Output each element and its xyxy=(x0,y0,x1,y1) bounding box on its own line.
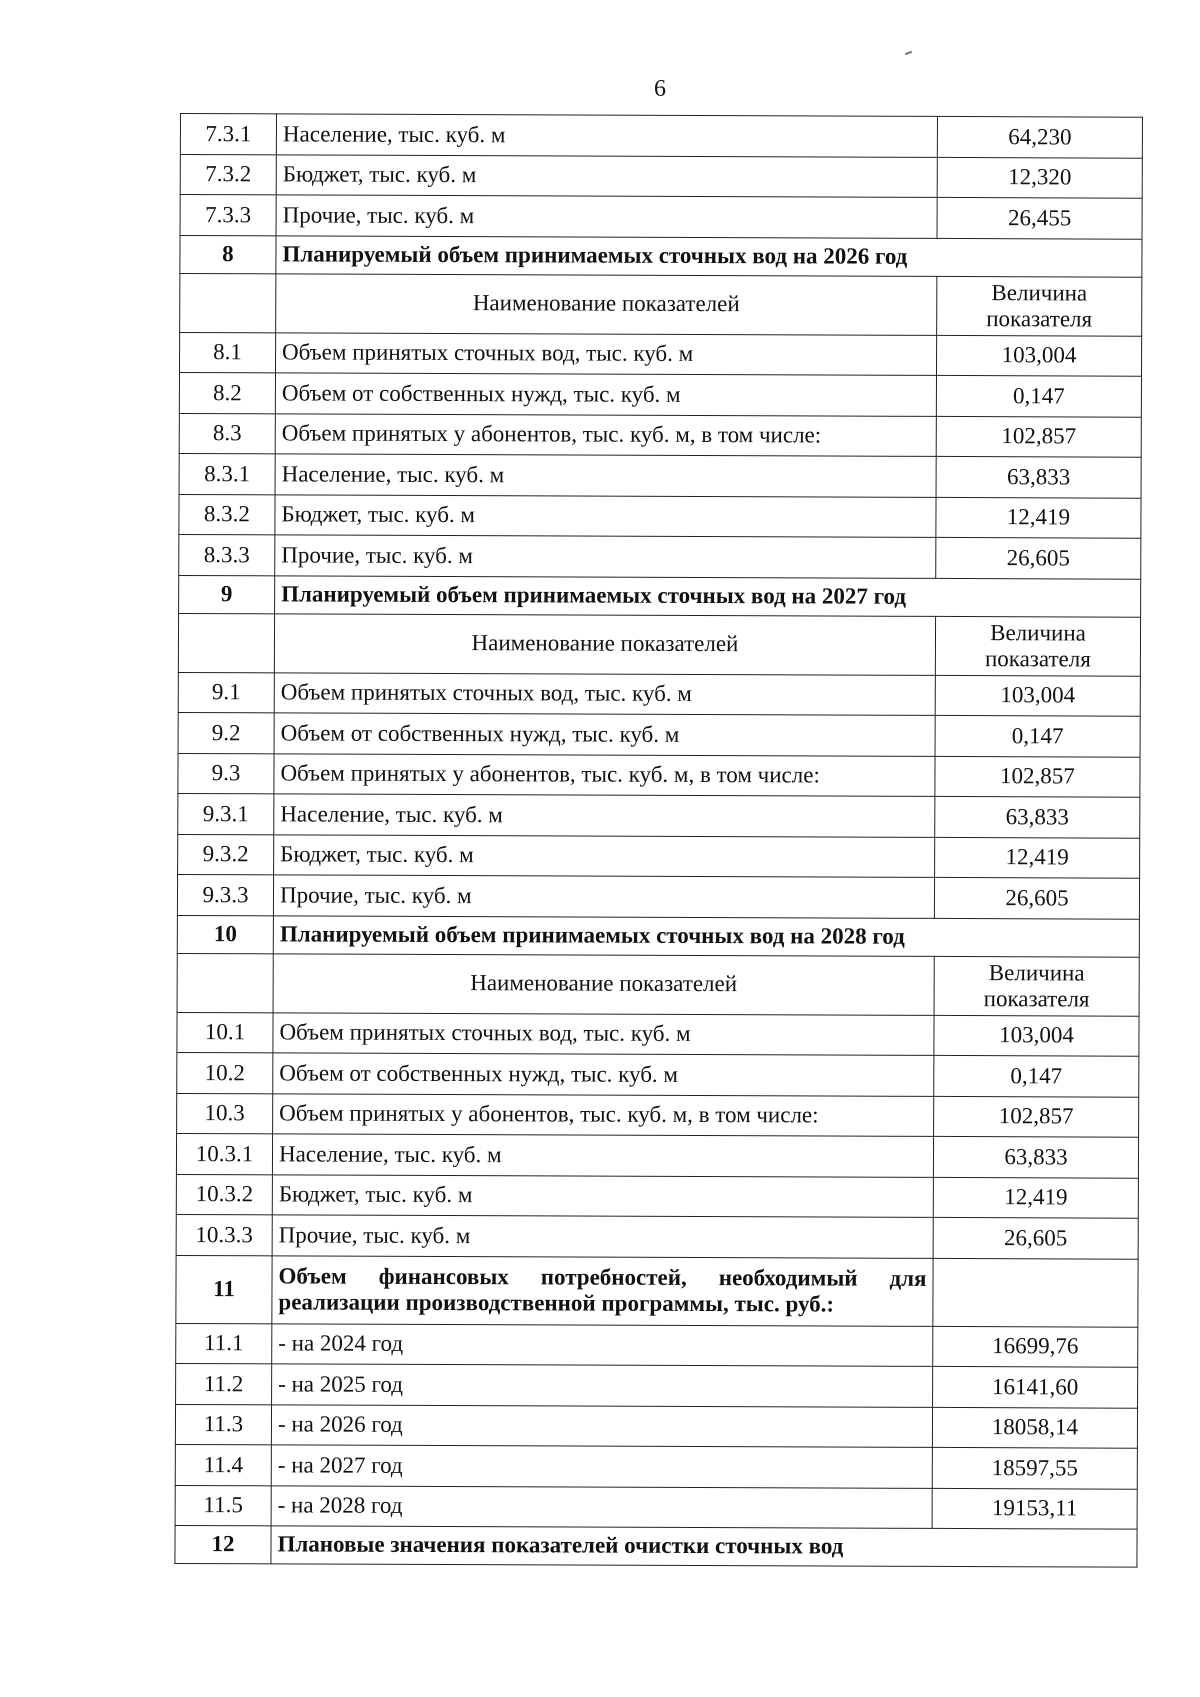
section-title: Плановые значения показателей очистки сточных вод xyxy=(271,1526,1137,1567)
table-row xyxy=(178,712,1140,756)
table-row xyxy=(175,1404,1137,1448)
row-number: 9.3.2 xyxy=(178,834,274,875)
table-row xyxy=(176,1363,1138,1407)
row-value: 12,419 xyxy=(936,497,1141,538)
section-number: 8 xyxy=(180,235,276,273)
row-name: Бюджет, тыс. куб. м xyxy=(272,1174,933,1217)
row-value: 12,419 xyxy=(933,1177,1138,1218)
row-value: 0,147 xyxy=(934,1055,1139,1096)
row-number: 9.2 xyxy=(178,712,274,753)
row-number: 11.2 xyxy=(176,1363,272,1404)
table-row xyxy=(175,1485,1137,1529)
row-value: 0,147 xyxy=(935,715,1140,756)
row-value: 102,857 xyxy=(936,416,1141,457)
row-name: Прочие, тыс. куб. м xyxy=(272,1215,933,1258)
section-number: 10 xyxy=(177,915,273,953)
header-value: Величина показателя xyxy=(934,956,1139,1016)
row-value: 102,857 xyxy=(935,756,1140,797)
row-number: 9.3.1 xyxy=(178,793,274,834)
row-value: 0,147 xyxy=(936,375,1141,416)
row-value: 26,455 xyxy=(937,197,1142,238)
section-row xyxy=(179,575,1141,617)
row-name: Объем принятых сточных вод, тыс. куб. м xyxy=(274,672,935,715)
table-row xyxy=(176,1174,1138,1218)
header-value: Величина показателя xyxy=(935,616,1140,676)
section-title: Планируемый объем принимаемых сточных вод на 2027 год xyxy=(275,575,1141,616)
row-value: 103,004 xyxy=(936,335,1141,376)
row-name: - на 2025 год xyxy=(272,1364,933,1407)
row-value: 102,857 xyxy=(934,1096,1139,1137)
table-row xyxy=(178,753,1140,797)
table-row xyxy=(180,195,1142,239)
row-value: 103,004 xyxy=(934,1015,1139,1056)
row-name: Население, тыс. куб. м xyxy=(274,794,935,837)
section-number: 11 xyxy=(176,1255,272,1323)
header-value: Величина показателя xyxy=(937,276,1142,336)
row-name: Объем от собственных нужд, тыс. куб. м xyxy=(274,713,935,756)
row-value: 16141,60 xyxy=(933,1366,1138,1407)
row-number: 8.3.3 xyxy=(179,534,275,575)
header-empty-cell xyxy=(180,273,276,332)
row-name: Объем принятых сточных вод, тыс. куб. м xyxy=(276,332,937,375)
row-number: 11.3 xyxy=(175,1404,271,1445)
row-number: 10.1 xyxy=(177,1012,273,1053)
section-row xyxy=(180,235,1142,277)
row-name: Бюджет, тыс. куб. м xyxy=(275,494,936,537)
row-value: 18058,14 xyxy=(932,1407,1137,1448)
row-value: 63,833 xyxy=(935,796,1140,837)
table-row xyxy=(179,494,1141,538)
row-name: Прочие, тыс. куб. м xyxy=(273,875,934,918)
row-number: 10.3.2 xyxy=(176,1174,272,1215)
table-row xyxy=(178,672,1140,716)
row-number: 10.3.3 xyxy=(176,1214,272,1255)
header-empty-cell xyxy=(177,953,273,1012)
row-value: 63,833 xyxy=(936,456,1141,497)
table-row xyxy=(180,154,1142,198)
row-name: Население, тыс. куб. м xyxy=(272,1134,933,1177)
table-row xyxy=(177,1093,1139,1137)
section-title: Объем финансовых потребностей, необходимый для реализации производственной программы, тыс. руб.: xyxy=(272,1255,933,1326)
table-row xyxy=(177,1012,1139,1056)
row-number: 8.3.1 xyxy=(179,453,275,494)
row-number: 7.3.3 xyxy=(180,195,276,236)
section-title: Планируемый объем принимаемых сточных вод на 2026 год xyxy=(276,235,1142,276)
row-number: 11.4 xyxy=(175,1444,271,1485)
row-value: 12,419 xyxy=(935,837,1140,878)
row-value: 26,605 xyxy=(934,877,1139,918)
column-header-row xyxy=(178,613,1140,676)
section-number: 12 xyxy=(175,1525,271,1563)
row-name: Объем принятых у абонентов, тыс. куб. м, в том числе: xyxy=(274,753,935,796)
row-number: 8.1 xyxy=(180,332,276,373)
row-number: 7.3.2 xyxy=(180,154,276,195)
row-number: 11.1 xyxy=(176,1323,272,1364)
table-row xyxy=(176,1133,1138,1177)
row-name: - на 2028 год xyxy=(271,1485,932,1528)
row-name: - на 2026 год xyxy=(271,1404,932,1447)
row-value: 12,320 xyxy=(937,157,1142,198)
row-number: 11.5 xyxy=(175,1485,271,1526)
scan-speck xyxy=(905,51,912,55)
row-value: 19153,11 xyxy=(932,1488,1137,1529)
indicators-table xyxy=(174,113,1143,1568)
row-number: 10.3.1 xyxy=(176,1133,272,1174)
section-row xyxy=(175,1525,1137,1567)
row-name: Прочие, тыс. куб. м xyxy=(275,535,936,578)
table-row xyxy=(178,834,1140,878)
header-name: Наименование показателей xyxy=(276,273,937,335)
row-value: 16699,76 xyxy=(933,1326,1138,1367)
row-name: Объем от собственных нужд, тыс. куб. м xyxy=(275,373,936,416)
row-name: Объем принятых сточных вод, тыс. куб. м xyxy=(273,1012,934,1055)
header-name: Наименование показателей xyxy=(273,953,934,1015)
table-row xyxy=(179,413,1141,457)
row-name: Бюджет, тыс. куб. м xyxy=(276,154,937,197)
section-value xyxy=(933,1258,1138,1327)
table-row xyxy=(180,114,1142,158)
section-title: Планируемый объем принимаемых сточных вод на 2028 год xyxy=(273,915,1139,956)
table-row xyxy=(176,1323,1138,1367)
column-header-row xyxy=(180,273,1142,336)
row-name: - на 2024 год xyxy=(272,1323,933,1366)
table-row xyxy=(177,874,1139,918)
table-row xyxy=(176,1214,1138,1258)
header-empty-cell xyxy=(178,613,274,672)
row-value: 26,605 xyxy=(933,1217,1138,1258)
row-name: Объем принятых у абонентов, тыс. куб. м, в том числе: xyxy=(273,1093,934,1136)
table-row xyxy=(177,1052,1139,1096)
table-row xyxy=(179,534,1141,578)
row-number: 10.3 xyxy=(177,1093,273,1134)
row-number: 9.3 xyxy=(178,753,274,794)
row-number: 7.3.1 xyxy=(180,114,276,155)
row-number: 10.2 xyxy=(177,1052,273,1093)
section-number: 9 xyxy=(179,575,275,613)
section-row xyxy=(176,1255,1138,1327)
row-name: Прочие, тыс. куб. м xyxy=(276,195,937,238)
row-name: Бюджет, тыс. куб. м xyxy=(274,834,935,877)
row-number: 8.2 xyxy=(179,373,275,414)
row-name: Объем от собственных нужд, тыс. куб. м xyxy=(273,1053,934,1096)
table-row xyxy=(179,453,1141,497)
row-number: 9.1 xyxy=(178,672,274,713)
section-row xyxy=(177,915,1139,957)
table-row xyxy=(175,1444,1137,1488)
row-name: Объем принятых у абонентов, тыс. куб. м, в том числе: xyxy=(275,413,936,456)
row-value: 64,230 xyxy=(937,116,1142,157)
row-number: 9.3.3 xyxy=(177,874,273,915)
row-name: - на 2027 год xyxy=(271,1445,932,1488)
row-name: Население, тыс. куб. м xyxy=(275,454,936,497)
row-name: Население, тыс. куб. м xyxy=(276,114,937,157)
row-number: 8.3.2 xyxy=(179,494,275,535)
row-value: 18597,55 xyxy=(932,1447,1137,1488)
page-number: 6 xyxy=(654,76,666,102)
table-row xyxy=(179,373,1141,417)
row-number: 8.3 xyxy=(179,413,275,454)
row-value: 26,605 xyxy=(936,537,1141,578)
header-name: Наименование показателей xyxy=(274,613,935,675)
table-body xyxy=(175,114,1143,1568)
table-row xyxy=(180,332,1142,376)
table-row xyxy=(178,793,1140,837)
column-header-row xyxy=(177,953,1139,1016)
row-value: 103,004 xyxy=(935,675,1140,716)
row-value: 63,833 xyxy=(933,1136,1138,1177)
